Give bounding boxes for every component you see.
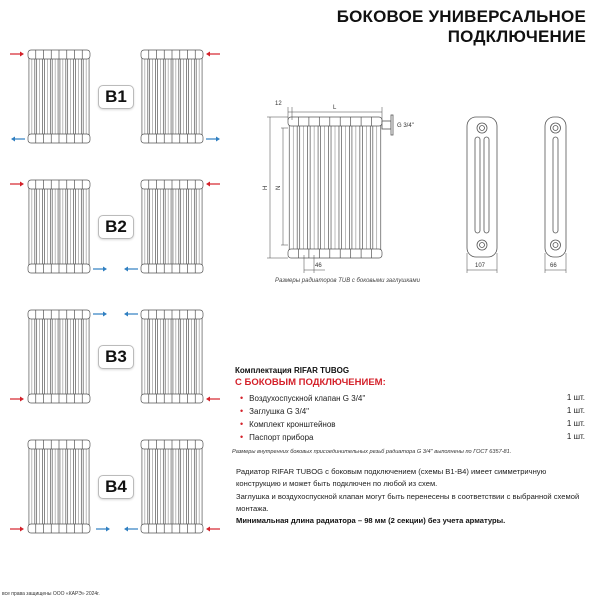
- supply-arrow: [206, 397, 220, 402]
- kit-item: [235, 430, 585, 443]
- dim-46: 46: [315, 263, 322, 269]
- bullet-icon: •: [240, 431, 244, 442]
- radiator: [288, 117, 382, 258]
- dim-66: 66: [550, 263, 557, 269]
- dim-12: 12: [275, 101, 282, 107]
- radiator: [28, 310, 90, 403]
- title-line-2: ПОДКЛЮЧЕНИЕ: [447, 27, 586, 46]
- radiator: [141, 440, 203, 533]
- radiator: [28, 50, 90, 143]
- return-arrow: [206, 137, 220, 142]
- supply-arrow: [10, 182, 24, 187]
- description-p2: Заглушка и воздухоспускной клапан могут быть перенесены в соответствии с выбранной схемой монтажа.: [236, 491, 580, 513]
- title-line-1: БОКОВОЕ УНИВЕРСАЛЬНОЕ: [336, 7, 586, 26]
- kit-item: [235, 404, 585, 417]
- bullet-icon: •: [240, 418, 244, 429]
- dim-thread: G 3/4'': [397, 123, 414, 129]
- supply-arrow: [206, 182, 220, 187]
- return-arrow: [11, 137, 25, 142]
- radiator: [28, 180, 90, 273]
- return-arrow: [93, 267, 107, 272]
- scheme-label-b4: B4: [98, 475, 134, 499]
- copyright: все права защищены ООО «КАРЭ» 2024г.: [2, 591, 100, 597]
- kit-item-name: Воздухоспускной клапан G 3/4'': [249, 393, 366, 403]
- description-p1: Радиатор RIFAR TUBOG с боковым подключением (схемы B1-B4) имеет симметричную конструкцию и может быть подключен по любой из схем.: [236, 467, 547, 489]
- kit-item-qty: 1 шт.: [566, 432, 585, 441]
- kit-item-name: Паспорт прибора: [249, 432, 314, 442]
- kit-item-qty: 1 шт.: [566, 406, 585, 415]
- bullet-icon: •: [240, 405, 244, 416]
- kit-item-qty: 1 шт.: [566, 419, 585, 428]
- page-title: [337, 7, 586, 47]
- supply-arrow: [10, 527, 24, 532]
- radiator: [28, 440, 90, 533]
- dim-H: H: [263, 185, 269, 190]
- kit-item: [235, 417, 585, 430]
- supply-arrow: [10, 397, 24, 402]
- return-arrow: [93, 312, 107, 317]
- scheme-label-b3: B3: [98, 345, 134, 369]
- kit-item-qty: 1 шт.: [566, 393, 585, 402]
- radiator: [141, 50, 203, 143]
- drawing-caption: Размеры радиаторов TUB с боковыми заглушками: [275, 278, 420, 284]
- kit-subheading: С БОКОВЫМ ПОДКЛЮЧЕНИЕМ:: [235, 377, 386, 388]
- dimension-drawing: [255, 95, 595, 275]
- side-views: [467, 117, 566, 257]
- supply-arrow: [206, 52, 220, 57]
- kit-list: [235, 366, 585, 443]
- supply-arrow: [10, 52, 24, 57]
- bullet-icon: •: [240, 392, 244, 403]
- kit-item-name: Комплект кронштейнов: [249, 419, 336, 429]
- return-arrow: [124, 312, 138, 317]
- radiator: [141, 310, 203, 403]
- kit-item: [235, 391, 585, 404]
- thread-note: Размеры внутренних боковых присоединительных резьб радиатора G 3/4'' выполнены по ГОСТ 6357-81.: [232, 449, 512, 455]
- return-arrow: [124, 527, 138, 532]
- scheme-label-b1: B1: [98, 85, 134, 109]
- kit-heading: Комплектация RIFAR TUBOG: [235, 366, 350, 375]
- supply-arrow: [206, 527, 220, 532]
- radiator: [141, 180, 203, 273]
- return-arrow: [124, 267, 138, 272]
- dim-N: N: [276, 185, 282, 190]
- dim-L: L: [333, 105, 337, 111]
- return-arrow: [96, 527, 110, 532]
- scheme-label-b2: B2: [98, 215, 134, 239]
- description-p3: Минимальная длина радиатора – 98 мм (2 секции) без учета арматуры.: [236, 516, 506, 526]
- dim-107: 107: [475, 263, 486, 269]
- description: [236, 466, 586, 527]
- front-view: [288, 117, 382, 258]
- kit-item-name: Заглушка G 3/4'': [249, 406, 310, 416]
